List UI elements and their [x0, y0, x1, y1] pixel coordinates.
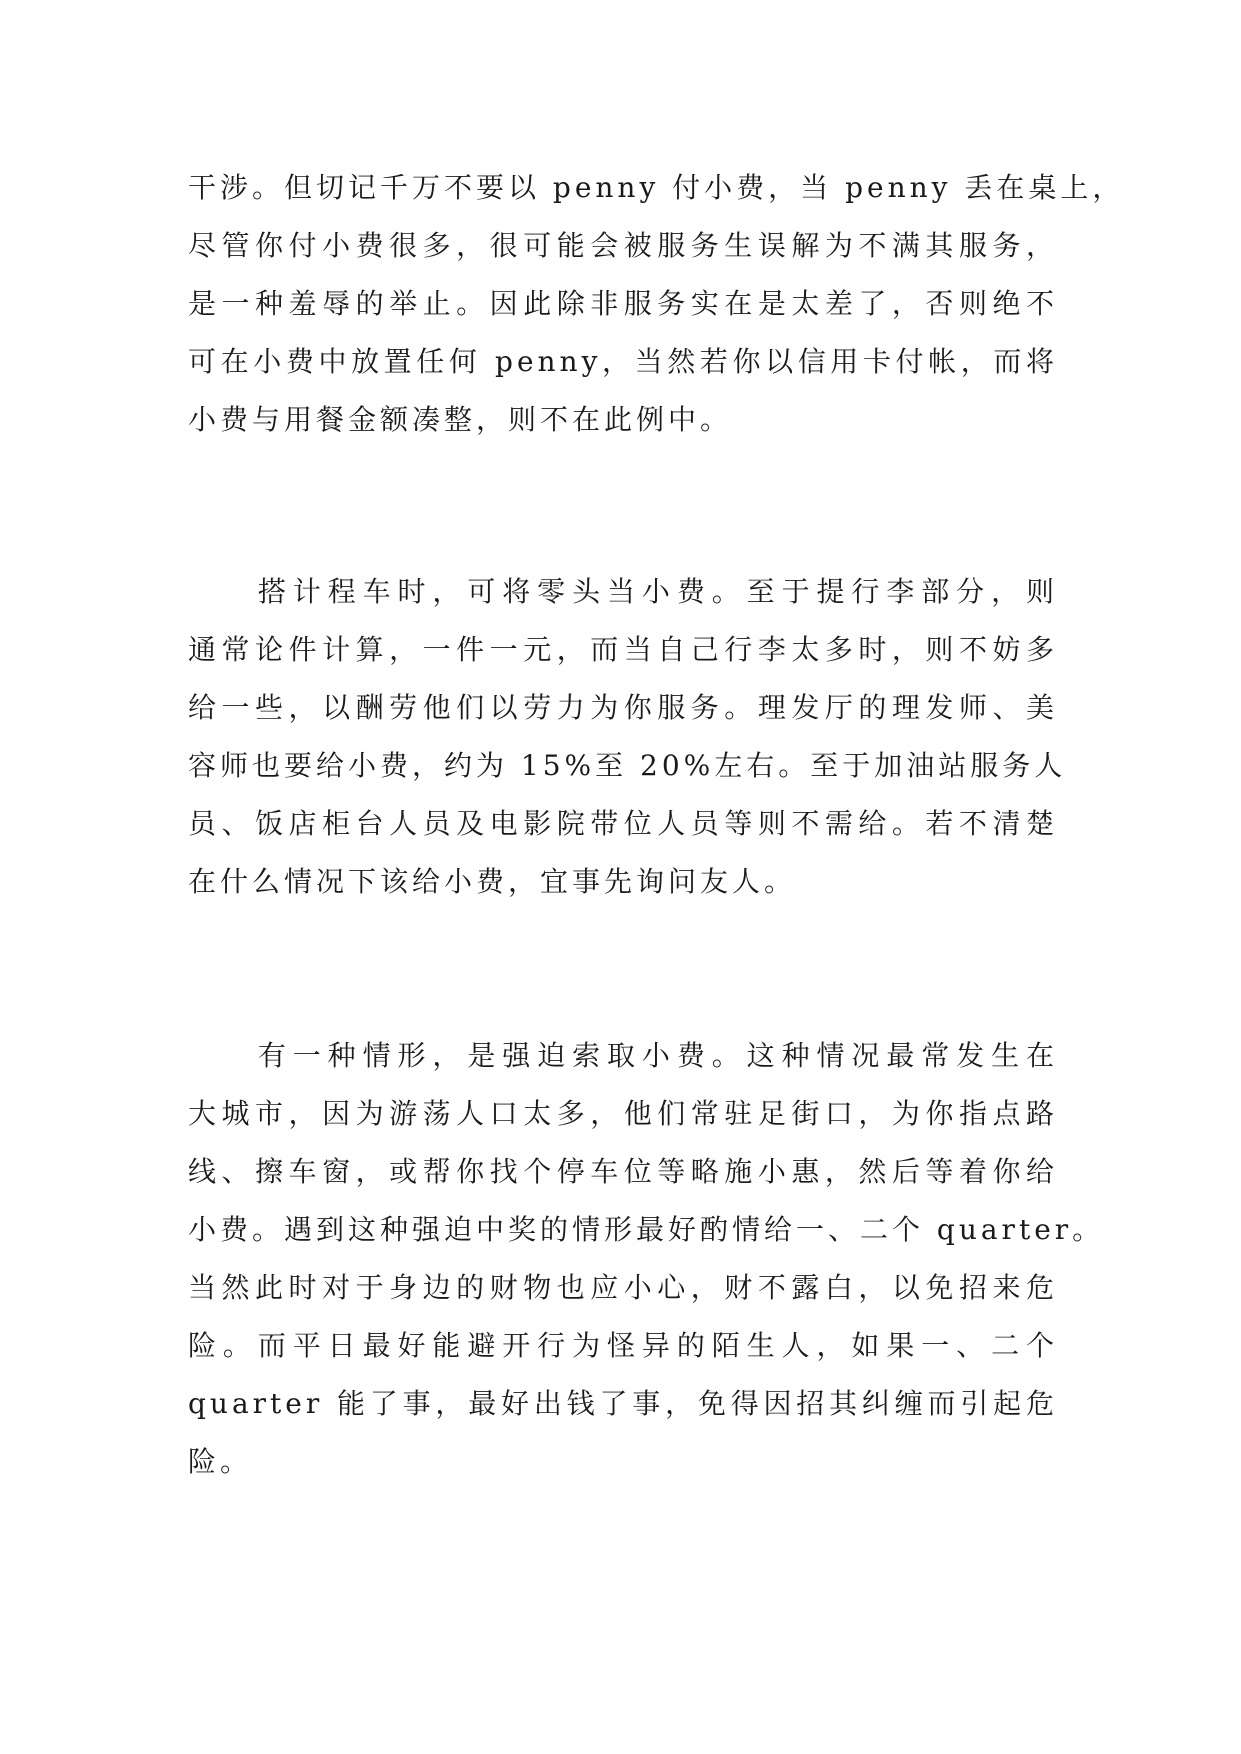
text-line: 是一种羞辱的举止。因此除非服务实在是太差了，否则绝不	[188, 287, 1058, 320]
paragraph-taxi-tipping	[188, 563, 1067, 911]
text-line: 可在小费中放置任何 penny，当然若你以信用卡付帐，而将	[188, 345, 1058, 378]
text-line: 给一些，以酬劳他们以劳力为你服务。理发厅的理发师、美	[188, 691, 1058, 724]
text-line: 小费与用餐金额凑整，则不在此例中。	[188, 403, 733, 436]
text-line: 有一种情形，是强迫索取小费。这种情况最常发生在	[188, 1039, 1058, 1072]
text-line: 尽管你付小费很多，很可能会被服务生误解为不满其服务，	[188, 229, 1058, 262]
text-line: 在什么情况下该给小费，宜事先询问友人。	[188, 865, 797, 898]
text-line: 搭计程车时，可将零头当小费。至于提行李部分，则	[188, 575, 1058, 608]
text-line: 员、饭店柜台人员及电影院带位人员等则不需给。若不清楚	[188, 807, 1058, 840]
text-line: 小费。遇到这种强迫中奖的情形最好酌情给一、二个 quarter。	[188, 1213, 1105, 1246]
text-line: 险。	[188, 1445, 253, 1478]
text-line: 干涉。但切记千万不要以 penny 付小费，当 penny 丢在桌上，	[188, 171, 1125, 204]
text-line: 容师也要给小费，约为 15%至 20%左右。至于加油站服务人	[188, 749, 1067, 782]
text-line: 通常论件计算，一件一元，而当自己行李太多时，则不妨多	[188, 633, 1058, 666]
text-line: 险。而平日最好能避开行为怪异的陌生人，如果一、二个	[188, 1329, 1058, 1362]
paragraph-forced-tipping	[188, 1027, 1105, 1491]
paragraph-tipping-penny	[188, 159, 1125, 449]
text-line: 大城市，因为游荡人口太多，他们常驻足街口，为你指点路	[188, 1097, 1058, 1130]
text-line: 当然此时对于身边的财物也应小心，财不露白，以免招来危	[188, 1271, 1058, 1304]
text-line: quarter 能了事，最好出钱了事，免得因招其纠缠而引起危	[188, 1387, 1058, 1420]
text-line: 线、擦车窗，或帮你找个停车位等略施小惠，然后等着你给	[188, 1155, 1058, 1188]
